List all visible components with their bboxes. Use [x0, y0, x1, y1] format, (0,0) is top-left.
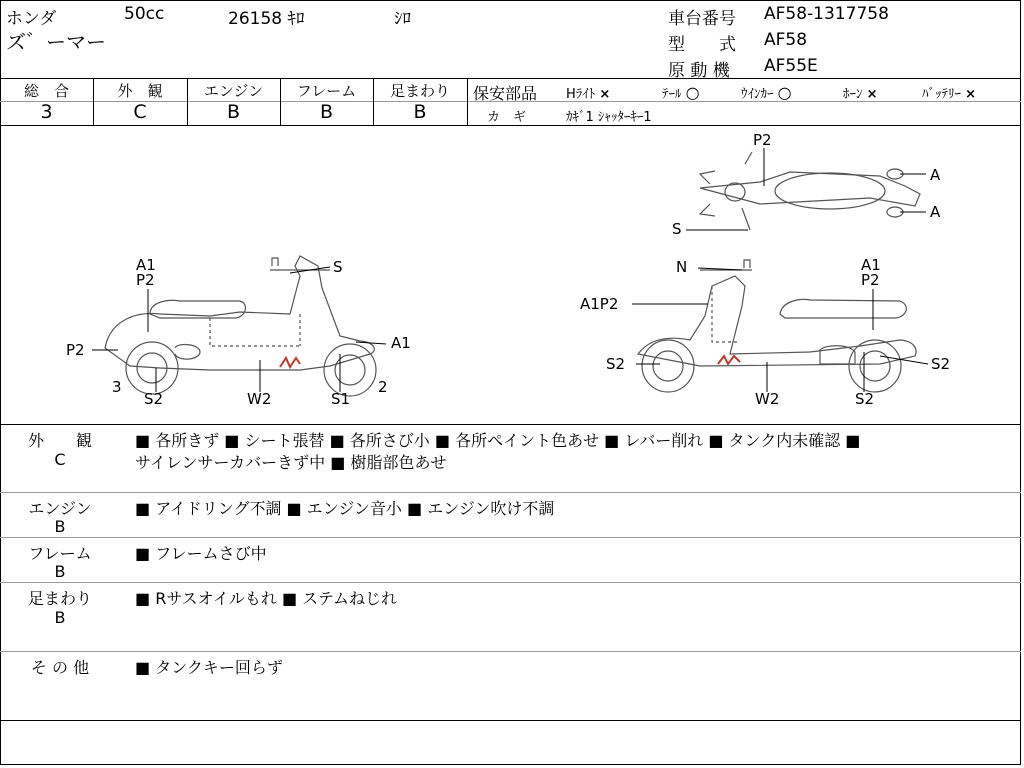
label-s2: S2 — [144, 390, 164, 408]
displacement: 50cc — [124, 4, 165, 24]
label-a1-front: A1 — [391, 334, 411, 352]
scooter-diagram — [0, 126, 1021, 424]
model-name: ズ゛ーマー — [6, 30, 106, 54]
label-s: S — [333, 258, 343, 276]
divider — [0, 78, 1021, 79]
engine-model: AF55E — [764, 56, 818, 76]
label-top-a-upper: A — [930, 166, 941, 184]
key-value: ｶｷﾞ1 ｼｬｯﾀｰｷｰ1 — [566, 110, 652, 125]
label-top-a-lower: A — [930, 203, 941, 221]
note-text-line2: サイレンサーカバーきず中 ■ 樹脂部色あせ — [135, 453, 447, 472]
label-right-w2: W2 — [755, 390, 780, 408]
label-right-a1: A1 — [861, 256, 881, 274]
engine-model-label: 原 動 機 — [668, 61, 730, 81]
frame-grade: B — [319, 101, 334, 123]
top-view-scooter — [700, 152, 920, 230]
note-grade: C — [54, 450, 66, 469]
frame-number-label: 車台番号 — [668, 9, 736, 29]
model-type: AF58 — [764, 30, 808, 50]
note-category: フレーム — [28, 544, 92, 563]
safety-item-battery: ﾊﾞｯﾃﾘｰ × — [922, 87, 977, 102]
key-label: カ ギ — [487, 110, 527, 125]
safety-parts-title: 保安部品 — [473, 84, 538, 103]
suspension-label: 足まわり — [389, 82, 450, 100]
exterior-grade: C — [133, 101, 147, 123]
mileage: 26158 ｷﾛ — [228, 9, 305, 29]
label-p2-side: P2 — [66, 341, 85, 359]
frame-label: フレーム — [296, 82, 357, 100]
safety-item-headlight: Hﾗｲﾄ × — [566, 87, 611, 102]
safety-item-tail: ﾃｰﾙ ○ — [662, 83, 700, 102]
note-text: ■ アイドリング不調 ■ エンジン音小 ■ エンジン吹け不調 — [135, 499, 555, 518]
note-text: ■ タンクキー回らず — [135, 658, 283, 677]
label-s2-right: S2 — [931, 355, 951, 373]
note-category: 外 観 — [27, 431, 92, 450]
note-text: ■ フレームさび中 — [135, 544, 267, 563]
suspension-grade: B — [413, 101, 427, 123]
note-category: エンジン — [28, 499, 92, 518]
note-grade: B — [54, 608, 66, 627]
note-grade: B — [54, 562, 66, 581]
engine-label: エンジン — [203, 82, 264, 100]
model-type-label: 型 式 — [668, 35, 736, 55]
frame-number: AF58-1317758 — [764, 4, 889, 24]
note-grade: B — [54, 517, 66, 536]
label-2: 2 — [378, 378, 388, 396]
label-p2: P2 — [136, 271, 155, 289]
safety-item-winker: ｳｲﾝｶｰ ○ — [741, 83, 792, 102]
exterior-label: 外 観 — [117, 82, 163, 100]
color: ｼﾛ — [394, 9, 411, 29]
label-w2: W2 — [247, 390, 272, 408]
label-s1: S1 — [331, 390, 351, 408]
note-text: ■ 各所きず ■ シート張替 ■ 各所さび小 ■ 各所ペイント色あせ ■ レバー削れ ■ タンク内未確認 ■ — [135, 431, 861, 450]
label-3: 3 — [112, 378, 122, 396]
overall-grade: 3 — [40, 101, 53, 123]
label-n: N — [676, 258, 688, 276]
label-a1: A1 — [136, 256, 156, 274]
overall-label: 総 合 — [23, 82, 69, 100]
label-right-p2: P2 — [861, 271, 880, 289]
note-text: ■ Rサスオイルもれ ■ ステムねじれ — [135, 589, 398, 608]
label-top-s: S — [672, 220, 682, 238]
note-category: 足まわり — [27, 589, 92, 608]
label-s2-bottom: S2 — [855, 390, 875, 408]
maker: ホンダ — [6, 9, 57, 29]
engine-grade: B — [226, 101, 241, 123]
label-a1p2: A1P2 — [580, 295, 619, 313]
label-s2-left: S2 — [606, 355, 626, 373]
note-category: そ の 他 — [30, 658, 90, 677]
label-top-p2: P2 — [753, 131, 772, 149]
safety-item-horn: ﾎｰﾝ × — [843, 87, 878, 102]
